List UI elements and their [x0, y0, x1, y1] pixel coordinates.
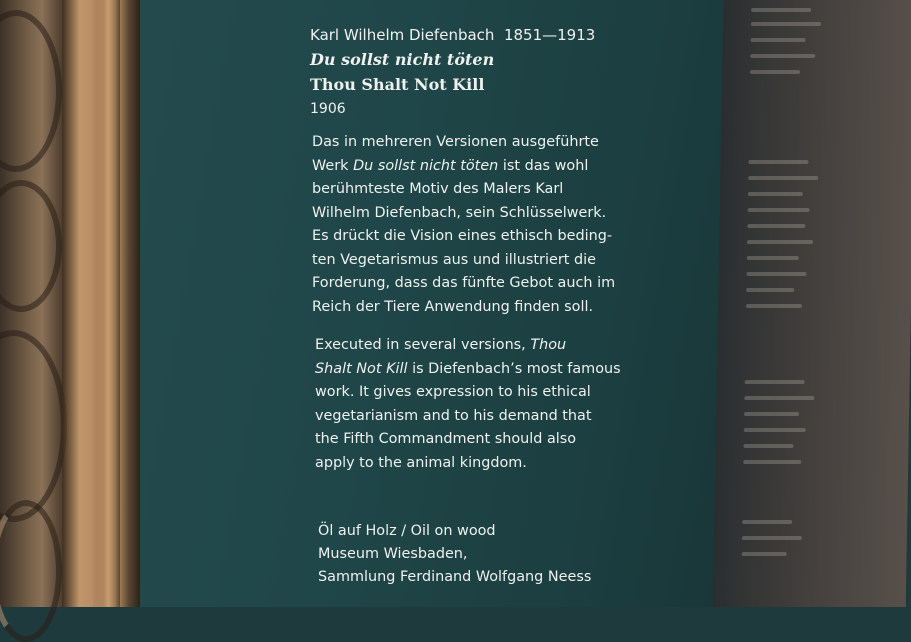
- text-line: Es drückt die Vision eines ethisch beding-: [312, 228, 613, 244]
- artwork-year: 1906: [310, 101, 346, 117]
- title-reference: Thou: [530, 337, 567, 353]
- text-line: ten Vegetarismus aus und illustriert die: [312, 251, 596, 268]
- artist-line: [310, 26, 595, 44]
- collection: Sammlung Ferdinand Wolfgang Neess: [318, 569, 592, 585]
- frame-carving: [0, 500, 62, 642]
- text-line: Shalt Not Kill is Diefenbach’s most famous: [315, 360, 621, 377]
- description-german: [312, 131, 615, 319]
- title-german: Du sollst nicht töten: [310, 50, 495, 69]
- text-line: Executed in several versions, Thou: [315, 337, 567, 353]
- text-line: vegetarianism and to his demand that: [315, 407, 592, 424]
- adjacent-label-panel: [713, 0, 911, 607]
- artist-dates: 1851—1913: [503, 26, 596, 44]
- text-line: berühmteste Motiv des Malers Karl: [312, 181, 564, 197]
- museum: Museum Wiesbaden,: [318, 546, 468, 562]
- text-line: Reich der Tiere Anwendung finden soll.: [312, 298, 594, 315]
- text-line: the Fifth Commandment should also: [315, 431, 577, 447]
- artwork-credits: [318, 520, 591, 589]
- text-line: work. It gives expression to his ethical: [315, 384, 591, 400]
- carved-wooden-frame: [0, 0, 140, 607]
- title-reference: Du sollst nicht töten: [353, 157, 499, 174]
- title-reference: Shalt Not Kill: [315, 360, 408, 377]
- frame-gilt-molding: [62, 0, 120, 607]
- medium: Öl auf Holz / Oil on wood: [318, 523, 496, 539]
- text-line: Werk Du sollst nicht töten ist das wohl: [312, 157, 589, 174]
- frame-carving: [0, 10, 62, 172]
- artist-name: Karl Wilhelm Diefenbach: [310, 26, 495, 44]
- text-line: Wilhelm Diefenbach, sein Schlüsselwerk.: [312, 204, 607, 221]
- text-line: Das in mehreren Versionen ausgeführte: [312, 134, 599, 150]
- text-line: Forderung, dass das fünfte Gebot auch im: [312, 275, 616, 291]
- frame-carving: [0, 180, 62, 312]
- text-line: apply to the animal kingdom.: [315, 454, 527, 471]
- title-english: Thou Shalt Not Kill: [310, 75, 485, 94]
- frame-carving: [0, 330, 67, 522]
- description-english: [315, 334, 621, 475]
